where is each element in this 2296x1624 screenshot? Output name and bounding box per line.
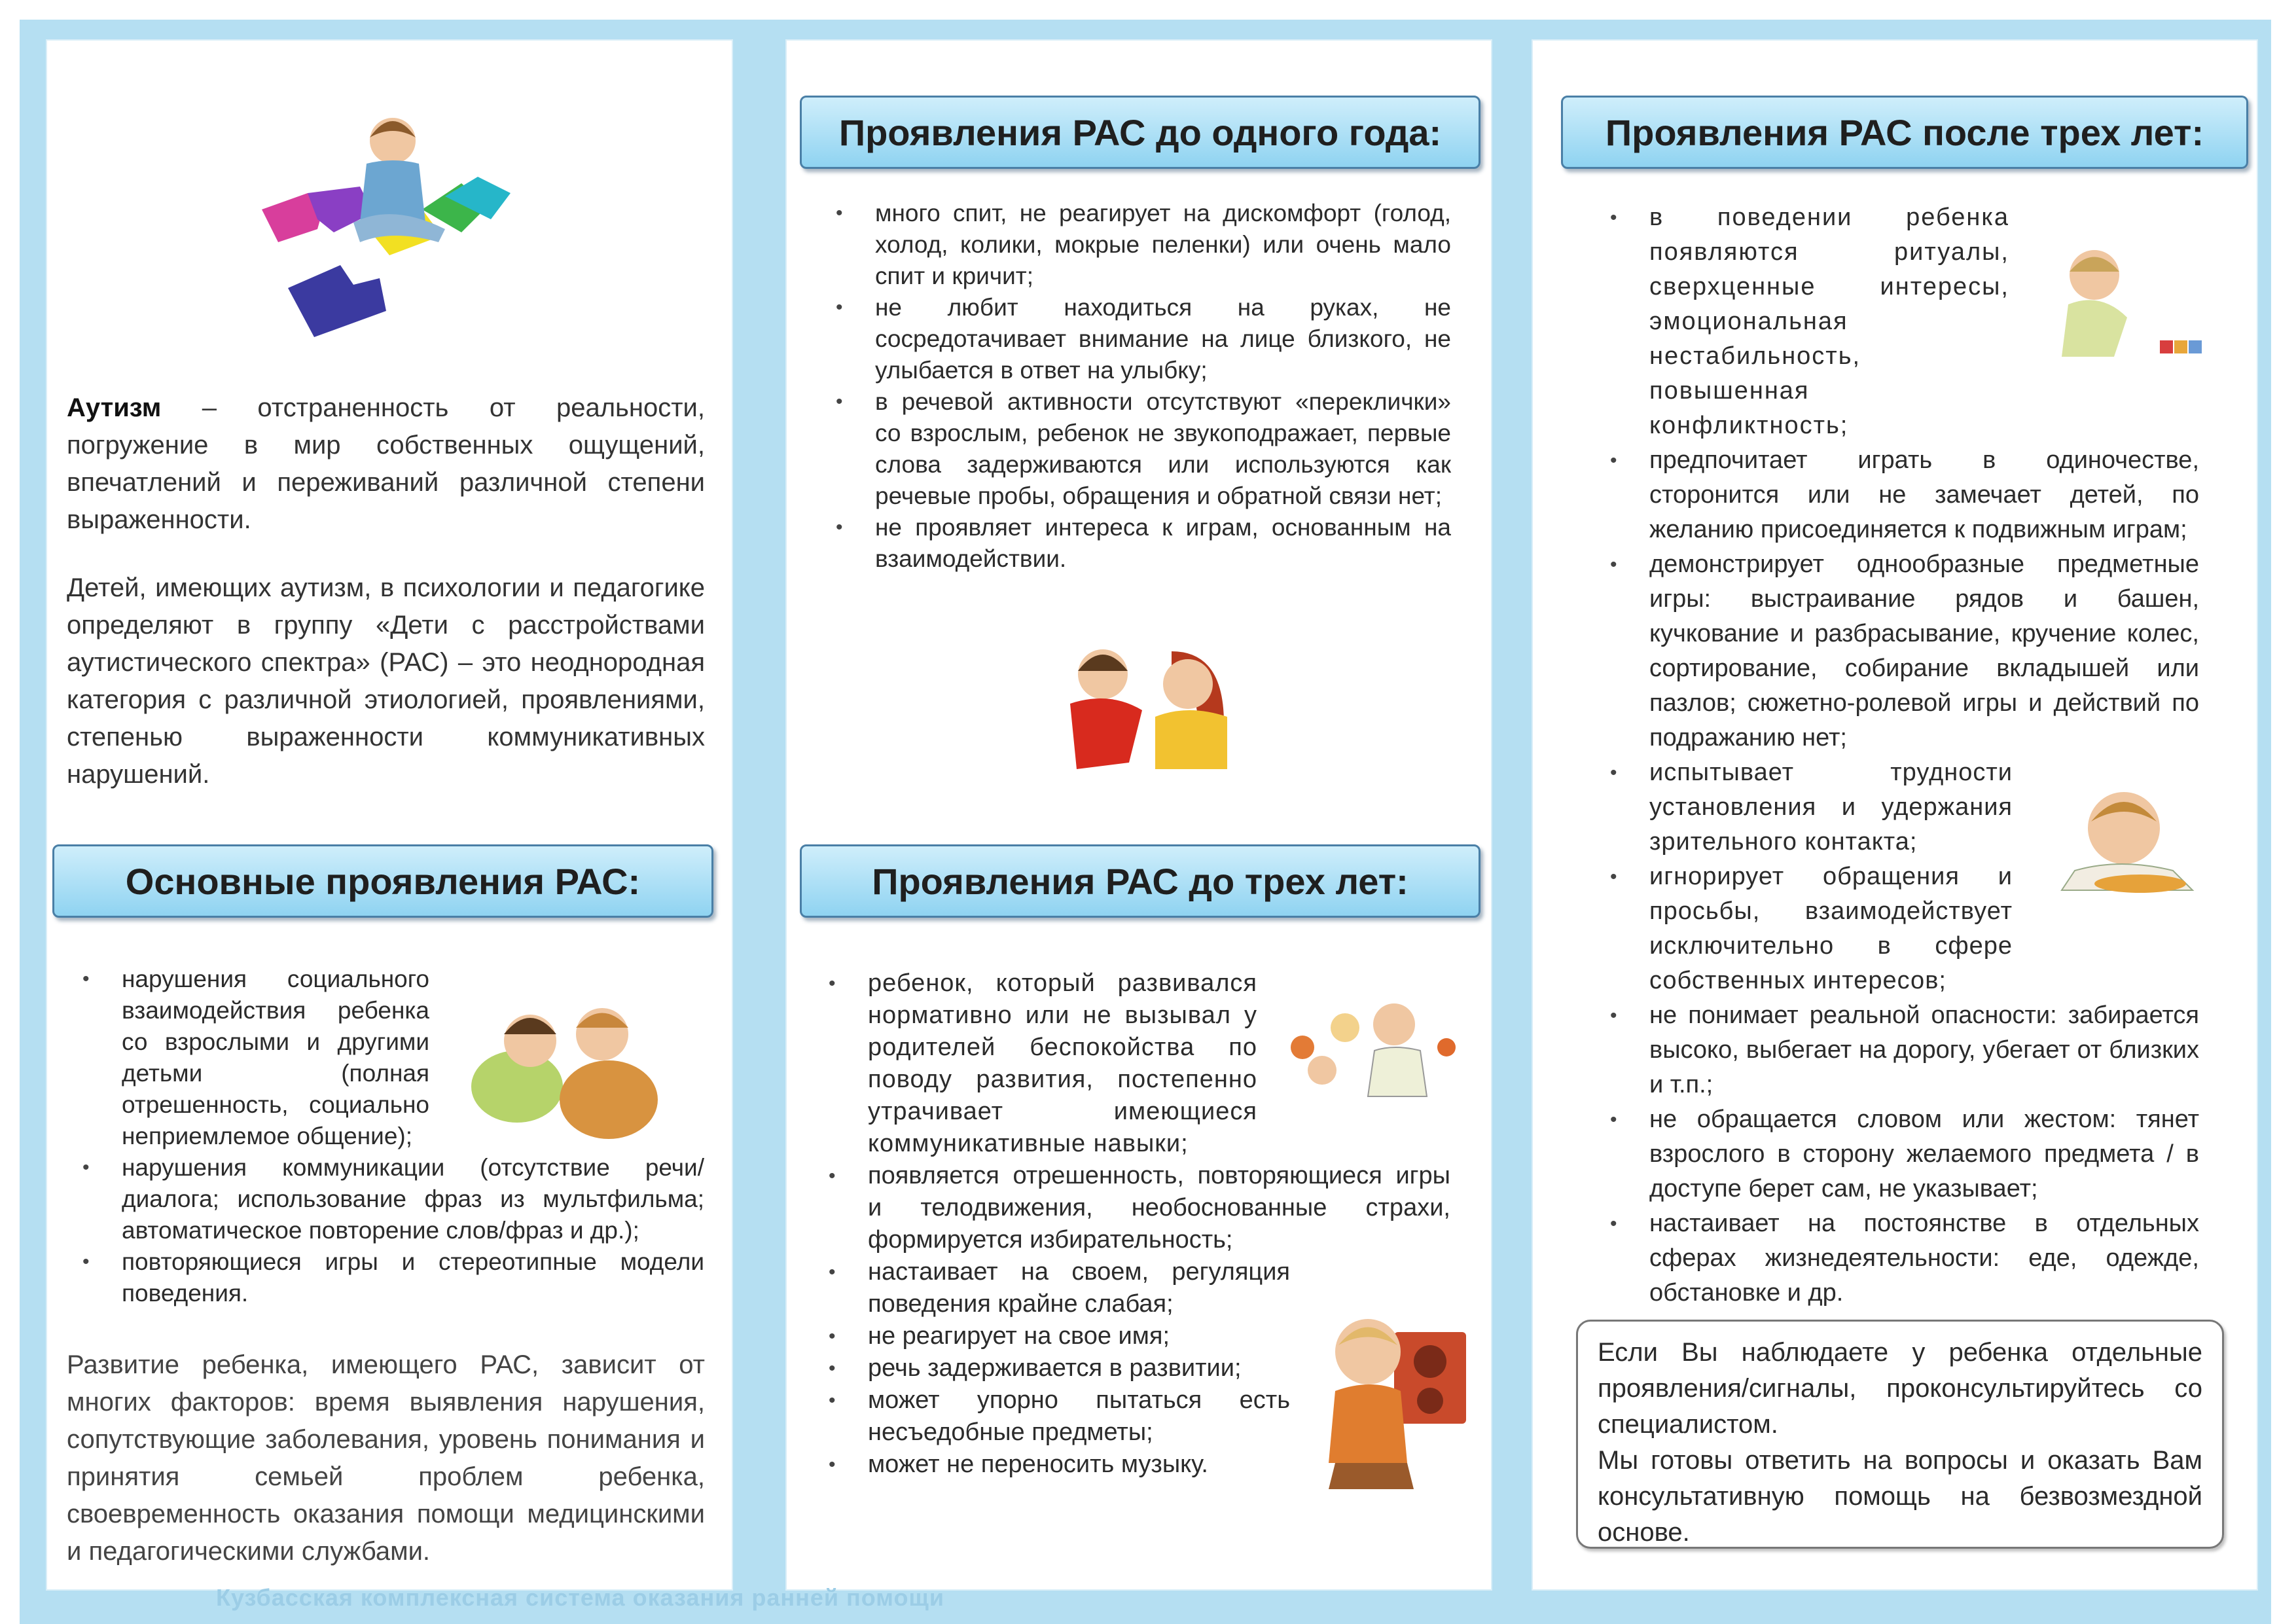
list-item: • ребенок, который развивался нормативно или не вызывал у родителей беспокойства по поводу развития, постепенно утрачивает имеющиеся коммуникативные навыки; bbox=[868, 967, 1257, 1160]
list-item: • может не переносить музыку. bbox=[868, 1449, 1450, 1481]
list-item: • настаивает на постоянстве в отдельных сферах жизнедеятельности: еде, одежде, обстановке и др. bbox=[1649, 1206, 2199, 1310]
child-with-plate-illustration bbox=[2055, 785, 2206, 910]
autism-group-description: Детей, имеющих аутизм, в психологии и педагогике определяют в группу «Дети с расстройствами аутистического спектра» (РАС) – это неоднородная категория с различной этиологией, проявлениями, степенью выраженности коммуникативных нарушений. bbox=[67, 573, 705, 789]
list-item: • речь задерживается в развитии; bbox=[868, 1352, 1450, 1384]
list-item: • не реагирует на свое имя; bbox=[868, 1320, 1450, 1352]
autism-definition: Аутизм – отстраненность от реальности, погружение в мир собственных ощущений, впечатлений и переживаний различной степени выраженности. bbox=[67, 393, 705, 534]
help-offer-text: Мы готовы ответить на вопросы и оказать Вам консультативную помощь на безвозмездной основе. bbox=[1598, 1446, 2202, 1547]
list-item: • в речевой активности отсутствуют «переклички» со взрослым, ребенок не звукоподражает, первые слова задерживаются или используются как речевые пробы, обращения и обратной связи нет; bbox=[875, 386, 1451, 512]
list-item: • нарушения коммуникации (отсутствие речи/диалога; использование фраз из мультфильма; автоматическое повторение слов/фраз и др.); bbox=[122, 1152, 704, 1246]
list-item: • не обращается словом или жестом: тянет взрослого в сторону желаемого предмета / в доступе берет сам, не указывает; bbox=[1649, 1102, 2199, 1206]
child-covering-ears-illustration bbox=[1322, 1306, 1473, 1502]
list-item: • повторяющиеся игры и стереотипные модели поведения. bbox=[122, 1246, 704, 1309]
baby-toys-illustration bbox=[1283, 998, 1466, 1116]
list-item: • игнорирует обращения и просьбы, взаимодействует исключительно в сфере собственных интересов; bbox=[1649, 859, 2013, 998]
list-item: • настаивает на своем, регуляция поведения крайне слабая; bbox=[868, 1256, 1290, 1320]
consultation-note bbox=[1576, 1320, 2224, 1549]
list-item: • много спит, не реагирует на дискомфорт (голод, холод, колики, мокрые пеленки) или очень мало спит и кричит; bbox=[875, 198, 1451, 292]
list-item: • демонстрирует однообразные предметные игры: выстраивание рядов и башен, кучкование и разбрасывание, кручение колес, сортирование, собирание вкладышей или пазлов; сюжетно-ролевой игры и действий по подражанию нет; bbox=[1649, 547, 2199, 755]
list-item: • не понимает реальной опасности: забирается высоко, выбегает на дорогу, убегает от близких и т.п.; bbox=[1649, 998, 2199, 1102]
list-item: • в поведении ребенка появляются ритуалы, сверхценные интересы, эмоциональная нестабильность, повышенная конфликтность; bbox=[1649, 200, 2009, 443]
mother-baby-illustration bbox=[1057, 645, 1240, 776]
consultation-text: Если Вы наблюдаете у ребенка отдельные проявления/сигналы, проконсультируйтесь со специалистом. bbox=[1598, 1338, 2202, 1439]
list-item: • не любит находиться на руках, не сосредотачивает внимание на лице близкого, не улыбается в ответ на улыбку; bbox=[875, 292, 1451, 386]
under-one-year-header: Проявления РАС до одного года: bbox=[800, 96, 1480, 169]
two-children-illustration bbox=[458, 995, 674, 1146]
puzzle-child-illustration bbox=[249, 111, 537, 347]
development-factors: Развитие ребенка, имеющего РАС, зависит от многих факторов: время выявления нарушения, сопутствующие заболевания, уровень понимания и принятия семьей проблем ребенка, своевременность оказания помощи медицинскими и педагогическими службами. bbox=[67, 1350, 705, 1566]
under-one-year-list bbox=[875, 198, 1451, 575]
list-item: • не проявляет интереса к играм, основанным на взаимодействии. bbox=[875, 512, 1451, 575]
list-item: • предпочитает играть в одиночестве, сторонится или не замечает детей, по желанию присоединяется к подвижным играм; bbox=[1649, 443, 2199, 547]
list-item: • может упорно пытаться есть несъедобные предметы; bbox=[868, 1384, 1290, 1449]
crawling-child-illustration bbox=[2042, 245, 2206, 370]
list-item: • нарушения социального взаимодействия ребенка со взрослыми и другими детьми (полная отрешенность, социально неприемлемое общение); bbox=[122, 964, 429, 1152]
main-manifestations-header: Основные проявления РАС: bbox=[52, 844, 713, 918]
footer-text: Кузбасская комплексная система оказания ранней помощи bbox=[216, 1584, 944, 1611]
list-item: • испытывает трудности установления и удержания зрительного контакта; bbox=[1649, 755, 2013, 859]
list-item: • появляется отрешенность, повторяющиеся игры и телодвижения, необоснованные страхи, формируется избирательность; bbox=[868, 1160, 1450, 1256]
after-three-years-header: Проявления РАС после трех лет: bbox=[1561, 96, 2248, 169]
under-three-years-header: Проявления РАС до трех лет: bbox=[800, 844, 1480, 918]
